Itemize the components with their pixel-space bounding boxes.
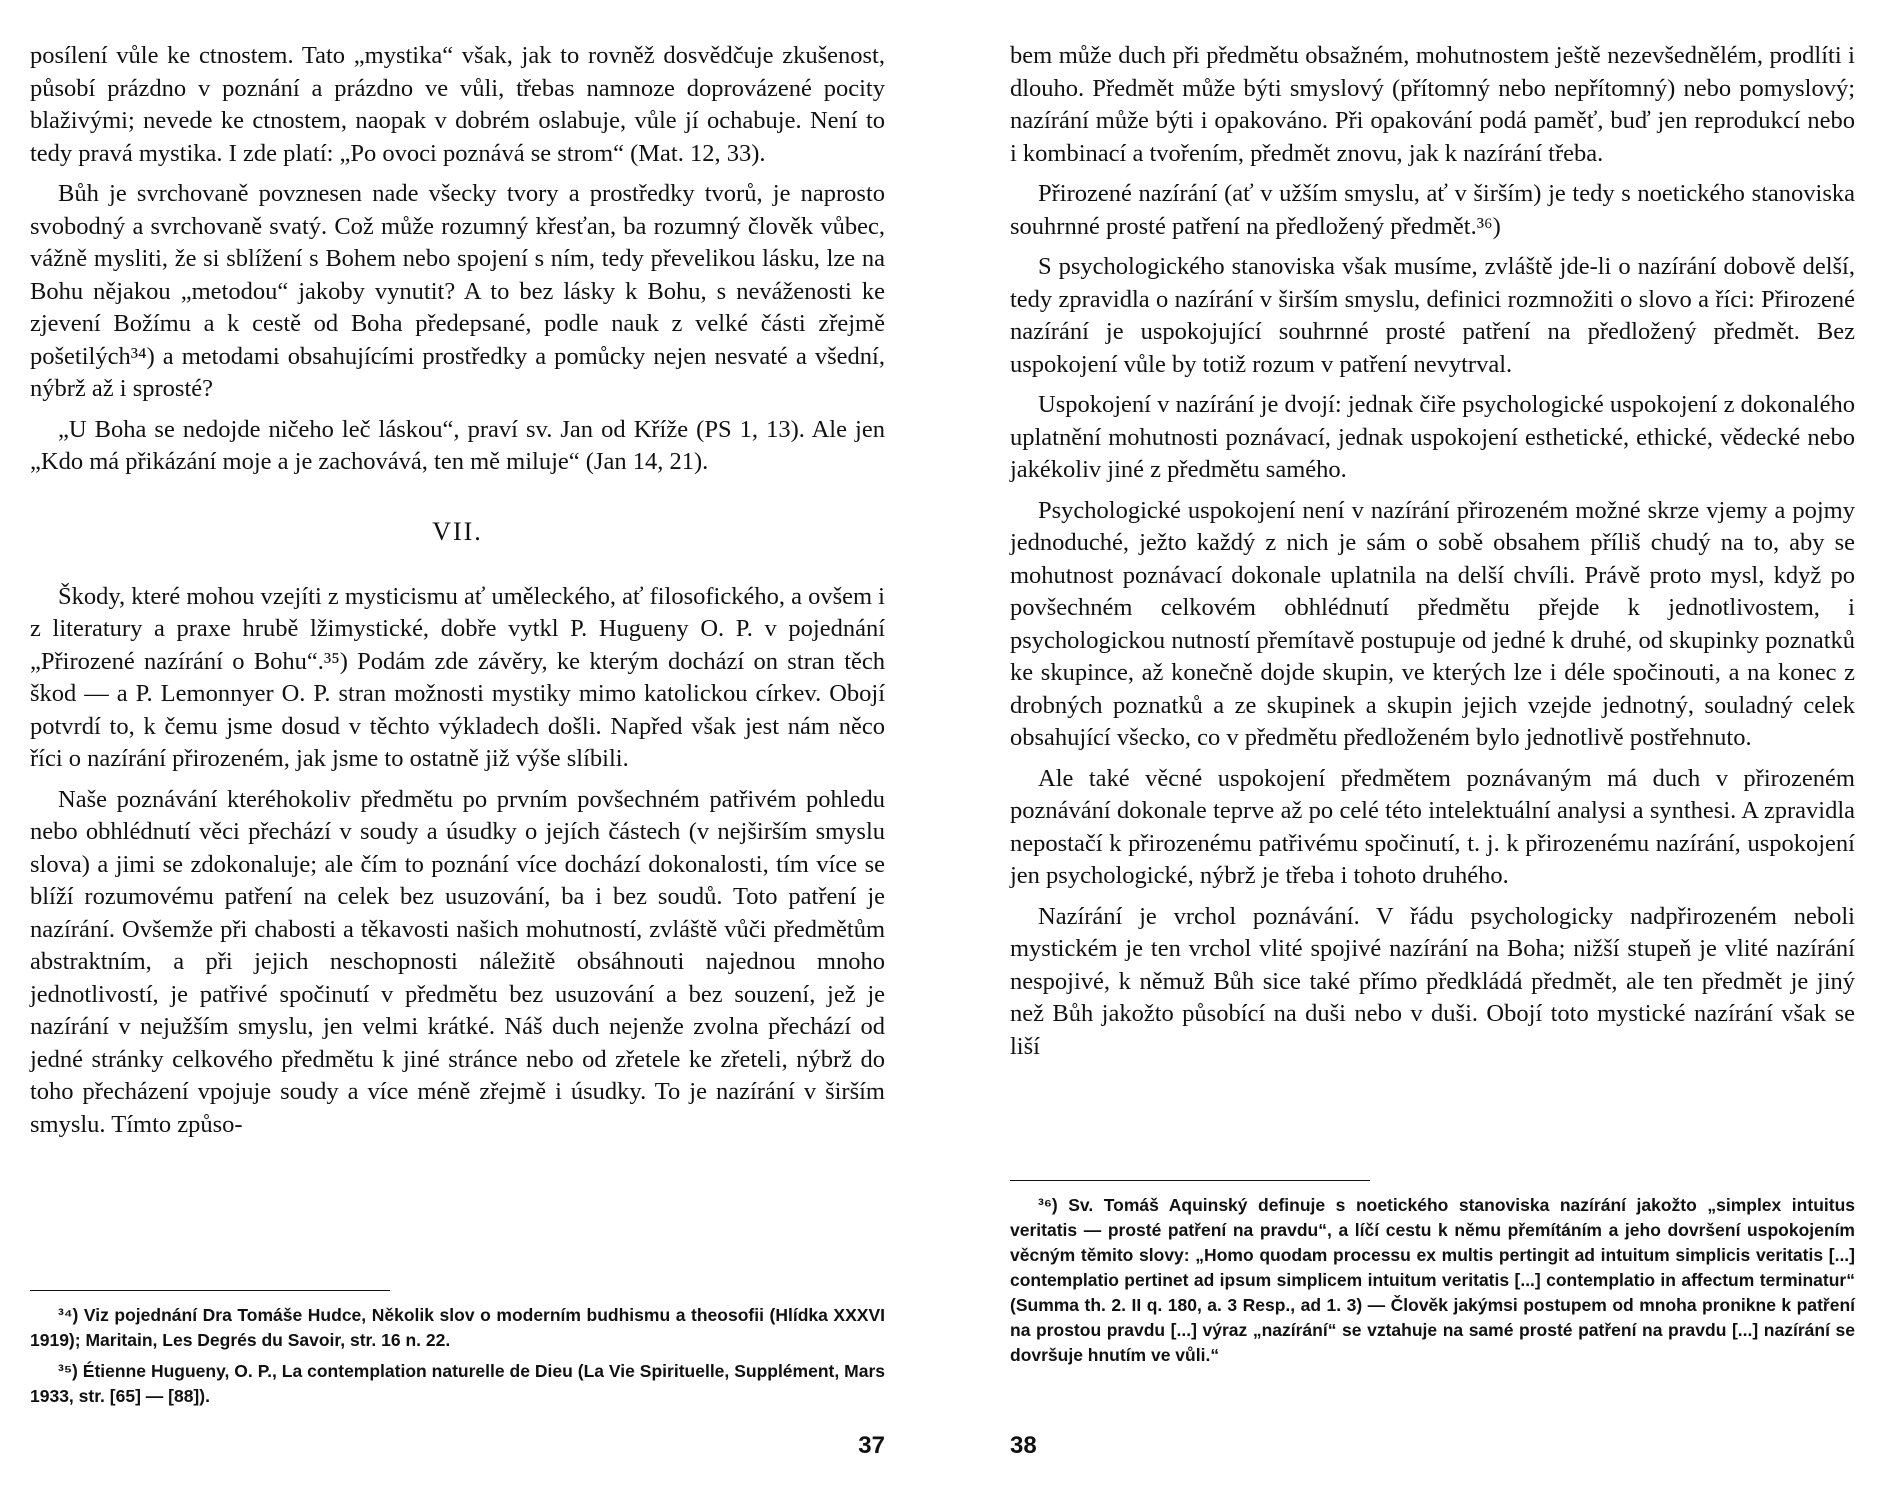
paragraph: bem může duch při předmětu obsažném, mohutnostem ještě nezevšednělém, prodlíti i dlouho. Předmět může býti smyslový (přítomný nebo nepřítomný) nebo pomyslový; nazírání může býti i opakováno. Při opakování podá paměť, buď jen reprodukcí nebo i kombinací a tvořením, předmět znovu, jak k nazírání třeba. — [1010, 42, 1855, 167]
footnote: ³⁴) Viz pojednání Dra Tomáše Hudce, Několik slov o moderním budhismu a theosofii (Hlídka XXXVI 1919); Maritain, Les Degrés du Savoir, str. 16 n. 22. — [30, 1305, 885, 1350]
footnote: ³⁶) Sv. Tomáš Aquinský definuje s noetického stanoviska nazírání jakožto „simplex intuitus veritatis — prosté patření na pravdu“, a líčí cestu k němu přemítáním a jeho dovršení uspokojením věcným těmito slovy: „Homo quodam processu ex multis pertingit ad intuitum simplicis veritatis [...] contemplatio pertinet ad ipsum simplicem intuitum veritatis [...] contemplatio in affectum terminatur“ (Summa th. 2. II q. 180, a. 3 Resp., ad 1. 3) — Člověk jakýmsi postupem od mnoha pronikne k patření na prostou pravdu [...] výraz „nazírání“ se vztahuje na samé prosté patření na pravdu [...] nazírání se dovršuje hnutím ve vůli.“ — [1010, 1195, 1855, 1365]
paragraph: Ale také věcné uspokojení předmětem poznávaným má duch v přirozeném poznávání dokonale teprve až po celé této intelektuální analysi a synthesi. A zpravidla nepostačí k přirozenému patřivému spočinutí, t. j. k přirozenému nazírání, uspokojení jen psychologické, nýbrž je třeba i tohoto druhého. — [1010, 764, 1855, 889]
footnote: ³⁵) Étienne Hugueny, O. P., La contemplation naturelle de Dieu (La Vie Spirituelle, Supplément, Mars 1933, str. [65] — [88]). — [30, 1361, 885, 1406]
paragraph: S psychologického stanoviska však musíme, zvláště jde-li o nazírání dobově delší, tedy zpravidla o nazírání v širším smyslu, definici rozmnožiti o slovo a říci: Přirozené nazírání je uspokojující souhrnné prosté patření na předložený předmět. Bez uspokojení vůle by totiž rozum v patření nevytrval. — [1010, 253, 1855, 378]
left-page-body — [30, 40, 885, 1149]
section-heading: VII. — [432, 516, 483, 546]
paragraph: Přirozené nazírání (ať v užším smyslu, ať v širším) je tedy s noetického stanoviska souhrnné prosté patření na předložený předmět.³⁶) — [1010, 180, 1855, 240]
right-page-footnotes — [1010, 1180, 1855, 1374]
footnote-divider — [30, 1290, 390, 1291]
page-number: 37 — [858, 1432, 885, 1459]
footnote-divider — [1010, 1180, 1370, 1181]
right-page — [1010, 0, 1855, 1500]
paragraph: Bůh je svrchovaně povznesen nade všecky tvory a prostředky tvorů, je naprosto svobodný a svrchovaně svatý. Což může rozumný křesťan, ba rozumný člověk vůbec, vážně mysliti, že si sblížení s Bohem nebo spojení s ním, tedy převelikou lásku, lze na Bohu nějakou „metodou“ jakoby vynutit? A to bez lásky k Bohu, s neváženosti ke zjevení Božímu a k cestě od Boha předepsané, podle nauk z velké části zřejmě pošetilých³⁴) a metodami obsahujícími prostředky a pomůcky nejen nesvaté a všední, nýbrž až i sprosté? — [30, 180, 885, 402]
paragraph: Škody, které mohou vzejíti z mysticismu ať uměleckého, ať filosofického, a ovšem i z literatury a praxe hrubě lžimystické, dobře vytkl P. Hugueny O. P. v pojednání „Přirozené nazírání o Bohu“.³⁵) Podám zde závěry, ke kterým dochází on stran těch škod — a P. Lemonnyer O. P. stran možnosti mystiky mimo katolickou církev. Obojí potvrdí to, k čemu jsme dosud v těchto výkladech došli. Napřed však jest nám něco říci o nazírání přirozeném, jak jsme to ostatně již výše slíbili. — [30, 582, 885, 772]
left-page-footnotes — [30, 1290, 885, 1415]
paragraph: Nazírání je vrchol poznávání. V řádu psychologicky nadpřirozeném neboli mystickém je ten vrchol vlité spojivé nazírání na Boha; nižší stupeň je vlité nazírání nespojivé, k němuž Bůh sice také přímo předkládá předmět, ale ten předmět je jiný než Bůh jakožto působící na duši nebo v duši. Obojí toto mystické nazírání však se liší — [1010, 902, 1855, 1060]
paragraph: posílení vůle ke ctnostem. Tato „mystika“ však, jak to rovněž dosvědčuje zkušenost, působí prázdno v poznání a prázdno ve vůli, třebas namnoze doprovázené pocity blaživými; nevede ke ctnostem, naopak v dobrém oslabuje, vůle jí ochabuje. Není to tedy pravá mystika. I zde platí: „Po ovoci poznává se strom“ (Mat. 12, 33). — [30, 42, 885, 167]
paragraph: Psychologické uspokojení není v nazírání přirozeném možné skrze vjemy a pojmy jednoduché, ježto každý z nich je sám o sobě obsahem příliš chudý na to, aby se mohutnost poznávací dokonale uplatnila na delší chvíli. Právě proto mysl, když po povšechném celkovém obhlédnutí předmětu přejde k jednotlivostem, i psychologickou nutností přemítavě postupuje od jedné k druhé, od skupinky poznatků ke skupince, až konečně dojde skupin, ve kterých lze i déle spočinouti, a na konec z drobných poznatků a ze skupinek a skupin jejich vzejde jednotný, souladný celek obsahující všecko, co v předmětu předloženém bylo jednotlivě postřehnuto. — [1010, 496, 1855, 751]
paragraph: Naše poznávání kteréhokoliv předmětu po prvním povšechném patřivém pohledu nebo obhlédnutí věci přechází v soudy a úsudky o jejích částech (v nejširším smyslu slova) a jimi se zdokonaluje; ale čím to poznání více dochází dokonalosti, tím více se blíží rozumovému patření na celek bez usuzování, ba i bez soudů. Toto patření je nazírání. Ovšemže při chabosti a těkavosti našich mohutností, zvláště vůči předmětům abstraktním, a při jejich neschopnosti náležitě obsáhnouti najednou mnoho jednotlivostí, je patřivé spočinutí v předmětu bez usuzování a bez souzení, jež je nazírání v nejužším smyslu, jen velmi krátké. Náš duch nejenže zvolna přechází od jedné stránky celkového předmětu k jiné stránce nebo od zřetele ke zřeteli, nýbrž do toho přecházení vpojuje soudy a více méně zřejmě i úsudky. To je nazírání v širším smyslu. Tímto způso- — [30, 785, 885, 1138]
left-page — [30, 0, 885, 1500]
paragraph: „U Boha se nedojde ničeho leč láskou“, praví sv. Jan od Kříže (PS 1, 13). Ale jen „Kdo má přikázání moje a je zachovává, ten mě miluje“ (Jan 14, 21). — [30, 415, 885, 475]
paragraph: Uspokojení v nazírání je dvojí: jednak čiře psychologické uspokojení z dokonalého uplatnění mohutnosti poznávací, jednak uspokojení esthetické, ethické, vědecké nebo jakékoliv jiné z předmětu samého. — [1010, 391, 1855, 483]
page-number: 38 — [1010, 1432, 1037, 1459]
right-page-body — [1010, 40, 1855, 1071]
